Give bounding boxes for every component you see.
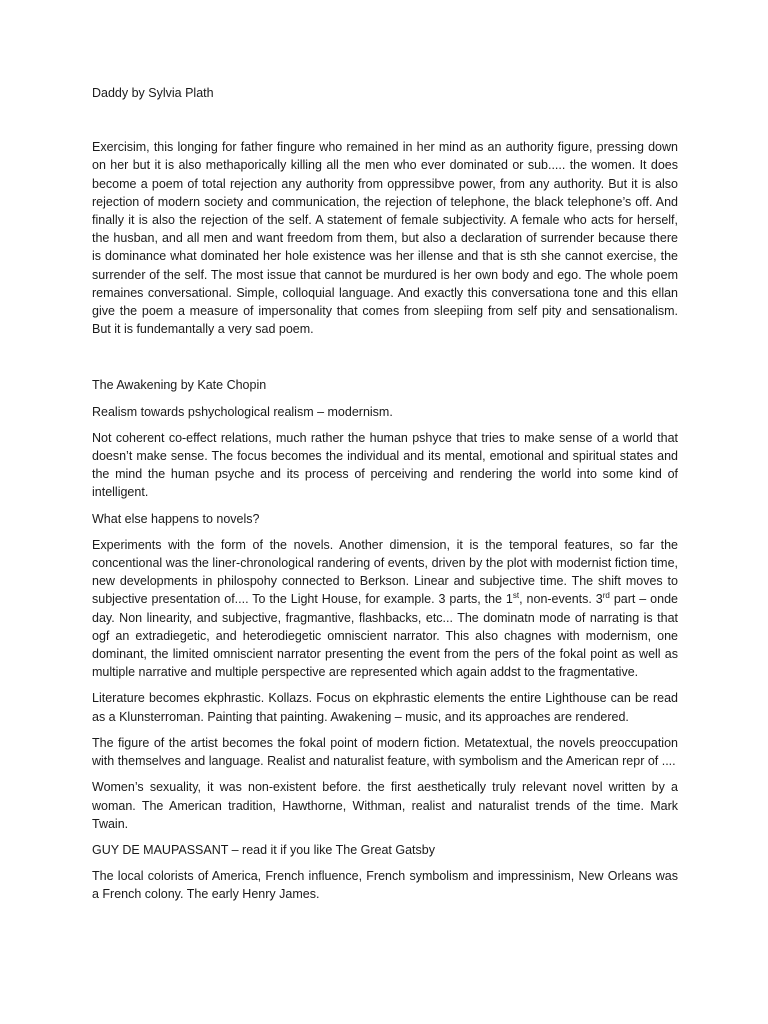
section-title-awakening: The Awakening by Kate Chopin: [92, 378, 267, 393]
paragraph-question: What else happens to novels?: [92, 511, 260, 526]
experiments-text-c: part – onde day. Non linearity, and subjective, fragmantive, flashbacks, etc... The dominatn mode of narrating is that ogf an extradiegetic, and heterodiegetic omniscient narrator. This also chagnes with modernism, one dominant, the limited omniscient narrator presenting the event from the pers of the fokal point as well as multiple narrative and multiple perspective are represented which again addst to the fragmentative.: [92, 592, 678, 680]
paragraph-sexuality: Women’s sexuality, it was non-existent before. the first aesthetically truly relevant novel written by a woman. The American tradition, Hawthorne, Withman, realist and naturalist trends of the time. Mark Twain.: [92, 780, 678, 831]
paragraph-colorists: The local colorists of America, French influence, French symbolism and impressinism, New Orleans was a French colony. The early Henry James.: [92, 869, 678, 902]
paragraph-coherence: Not coherent co-effect relations, much rather the human pshyce that tries to make sense of a world that doesn’t make sense. The focus becomes the individual and its mental, emotional and spiritual states and the mind the human psyche and its process of perceiving and rendering the world into some kind of intelligent.: [92, 430, 678, 500]
experiments-text-b: , non-events. 3: [519, 592, 603, 607]
superscript-st: st: [512, 591, 520, 601]
experiments-text-a: Experiments with the form of the novels. Another dimension, it is the temporal features, so far the concentional was the liner-chronological randering of events, driven by the plot with modernist fiction time, new developments in philospohy connected to Berkson. Linear and subjective time. The shift moves to subjective presentation of.... To the Light House, for example. 3 parts, the 1: [92, 537, 678, 607]
paragraph-ekphrastic: Literature becomes ekphrastic. Kollazs. Focus on ekphrastic elements the entire Lighthouse can be read as a Klunsterroman. Painting that painting. Awakening – music, and its approaches are rendered.: [92, 691, 678, 724]
section-gap: [92, 346, 678, 376]
paragraph-daddy-analysis: Exercisim, this longing for father fingure who remained in her mind as an authority figure, pressing down on her but it is also methaporically killing all the men who ever dominated or sub..... the women. It does become a poem of total rejection any authority from oppressibve power, from any authority. But it is also rejection of modern society and communication, the rejection of telephone, the black telephone’s off. And finally it is also the rejection of the self. A statement of female subjectivity. A female who acts for herself, the husban, and all men and want freedom from them, but also a declaration of surrender because there is dominance what dominated her hole existence was her illense and that is sth she cannot exercise, the surrender of the self. The most issue that cannot be murdured is her own body and ego. The whole poem remaines conversational. Simple, colloquial language. And exactly this conversationa tone and this ellan give the poem a measure of impersonality that comes from sleepiing from self pity and sensationalism. But it is fundemantally a very sad poem.: [92, 140, 678, 337]
paragraph-experiments: [92, 536, 678, 682]
paragraph-realism: Realism towards pshychological realism – modernism.: [92, 404, 393, 419]
superscript-rd: rd: [602, 591, 610, 601]
document-page: [92, 84, 678, 912]
section-title-daddy: Daddy by Sylvia Plath: [92, 86, 214, 100]
paragraph-maupassant: GUY DE MAUPASSANT – read it if you like The Great Gatsby: [92, 842, 435, 857]
paragraph-artist: The figure of the artist becomes the fokal point of modern fiction. Metatextual, the novels preoccupation with themselves and language. Realist and naturalist feature, with symbolism and the American repr of ....: [92, 735, 678, 769]
